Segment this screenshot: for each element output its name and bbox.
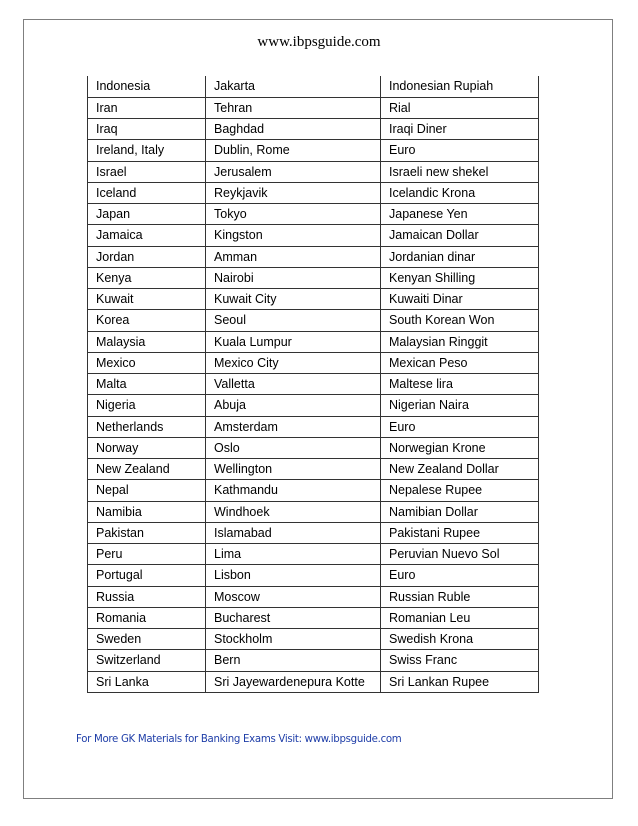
country-capital-currency-table (87, 76, 539, 693)
capital-cell: Tehran (206, 97, 381, 118)
currency-cell: Namibian Dollar (381, 501, 539, 522)
currency-cell: New Zealand Dollar (381, 459, 539, 480)
capital-cell: Moscow (206, 586, 381, 607)
capital-cell: Lima (206, 544, 381, 565)
country-cell: New Zealand (88, 459, 206, 480)
table-row (88, 395, 539, 416)
capital-cell: Lisbon (206, 565, 381, 586)
capital-cell: Stockholm (206, 629, 381, 650)
table-row (88, 97, 539, 118)
country-cell: Korea (88, 310, 206, 331)
table-row (88, 182, 539, 203)
table-row (88, 437, 539, 458)
country-cell: Romania (88, 607, 206, 628)
currency-cell: Indonesian Rupiah (381, 76, 539, 97)
capital-cell: Kathmandu (206, 480, 381, 501)
country-cell: Namibia (88, 501, 206, 522)
capital-cell: Jakarta (206, 76, 381, 97)
table-row (88, 289, 539, 310)
currency-cell: Maltese lira (381, 374, 539, 395)
capital-cell: Jerusalem (206, 161, 381, 182)
capital-cell: Reykjavik (206, 182, 381, 203)
table-row (88, 544, 539, 565)
capital-cell: Tokyo (206, 204, 381, 225)
country-cell: Nigeria (88, 395, 206, 416)
currency-cell: Icelandic Krona (381, 182, 539, 203)
table-row (88, 416, 539, 437)
country-cell: Malaysia (88, 331, 206, 352)
table-row (88, 480, 539, 501)
country-cell: Indonesia (88, 76, 206, 97)
currency-cell: Japanese Yen (381, 204, 539, 225)
footer-note[interactable]: For More GK Materials for Banking Exams Visit: www.ibpsguide.com (76, 734, 402, 745)
country-cell: Malta (88, 374, 206, 395)
table-row (88, 161, 539, 182)
table-row (88, 671, 539, 692)
currency-cell: South Korean Won (381, 310, 539, 331)
capital-cell: Bern (206, 650, 381, 671)
table-row (88, 331, 539, 352)
table-row (88, 76, 539, 97)
currency-cell: Jamaican Dollar (381, 225, 539, 246)
currency-cell: Nigerian Naira (381, 395, 539, 416)
currency-cell: Kenyan Shilling (381, 267, 539, 288)
currency-cell: Swedish Krona (381, 629, 539, 650)
table-row (88, 204, 539, 225)
currency-cell: Euro (381, 565, 539, 586)
country-cell: Peru (88, 544, 206, 565)
capital-cell: Windhoek (206, 501, 381, 522)
table-row (88, 565, 539, 586)
country-cell: Pakistan (88, 522, 206, 543)
site-header: www.ibpsguide.com (257, 34, 381, 50)
capital-cell: Valletta (206, 374, 381, 395)
capital-cell: Amsterdam (206, 416, 381, 437)
currency-cell: Euro (381, 416, 539, 437)
currency-cell: Norwegian Krone (381, 437, 539, 458)
table-row (88, 246, 539, 267)
table-row (88, 119, 539, 140)
capital-cell: Oslo (206, 437, 381, 458)
currency-cell: Mexican Peso (381, 352, 539, 373)
currency-cell: Euro (381, 140, 539, 161)
capital-cell: Kuala Lumpur (206, 331, 381, 352)
table-row (88, 352, 539, 373)
table-body (88, 76, 539, 692)
currency-cell: Pakistani Rupee (381, 522, 539, 543)
country-cell: Jordan (88, 246, 206, 267)
currency-cell: Jordanian dinar (381, 246, 539, 267)
capital-cell: Mexico City (206, 352, 381, 373)
table-row (88, 586, 539, 607)
country-cell: Norway (88, 437, 206, 458)
currency-cell: Romanian Leu (381, 607, 539, 628)
table-row (88, 607, 539, 628)
table-row (88, 522, 539, 543)
table-row (88, 267, 539, 288)
capital-cell: Nairobi (206, 267, 381, 288)
country-cell: Kuwait (88, 289, 206, 310)
country-cell: Iran (88, 97, 206, 118)
country-cell: Netherlands (88, 416, 206, 437)
table-row (88, 140, 539, 161)
country-cell: Russia (88, 586, 206, 607)
country-cell: Japan (88, 204, 206, 225)
table-row (88, 459, 539, 480)
table-row (88, 225, 539, 246)
country-cell: Kenya (88, 267, 206, 288)
capital-cell: Bucharest (206, 607, 381, 628)
currency-cell: Israeli new shekel (381, 161, 539, 182)
capital-cell: Kuwait City (206, 289, 381, 310)
capital-cell: Dublin, Rome (206, 140, 381, 161)
capital-cell: Amman (206, 246, 381, 267)
capital-cell: Baghdad (206, 119, 381, 140)
currency-cell: Sri Lankan Rupee (381, 671, 539, 692)
table-row (88, 310, 539, 331)
country-cell: Israel (88, 161, 206, 182)
currency-cell: Kuwaiti Dinar (381, 289, 539, 310)
table-row (88, 650, 539, 671)
capital-cell: Kingston (206, 225, 381, 246)
currency-cell: Rial (381, 97, 539, 118)
capital-cell: Abuja (206, 395, 381, 416)
country-cell: Sweden (88, 629, 206, 650)
country-cell: Sri Lanka (88, 671, 206, 692)
capital-cell: Sri Jayewardenepura Kotte (206, 671, 381, 692)
country-cell: Ireland, Italy (88, 140, 206, 161)
capital-cell: Islamabad (206, 522, 381, 543)
country-cell: Iceland (88, 182, 206, 203)
country-cell: Portugal (88, 565, 206, 586)
table-row (88, 374, 539, 395)
country-cell: Jamaica (88, 225, 206, 246)
capital-cell: Wellington (206, 459, 381, 480)
currency-cell: Iraqi Diner (381, 119, 539, 140)
country-cell: Nepal (88, 480, 206, 501)
table-row (88, 629, 539, 650)
country-cell: Switzerland (88, 650, 206, 671)
country-cell: Mexico (88, 352, 206, 373)
table-row (88, 501, 539, 522)
currency-cell: Swiss Franc (381, 650, 539, 671)
country-cell: Iraq (88, 119, 206, 140)
currency-cell: Malaysian Ringgit (381, 331, 539, 352)
currency-cell: Nepalese Rupee (381, 480, 539, 501)
capital-cell: Seoul (206, 310, 381, 331)
currency-cell: Russian Ruble (381, 586, 539, 607)
currency-cell: Peruvian Nuevo Sol (381, 544, 539, 565)
